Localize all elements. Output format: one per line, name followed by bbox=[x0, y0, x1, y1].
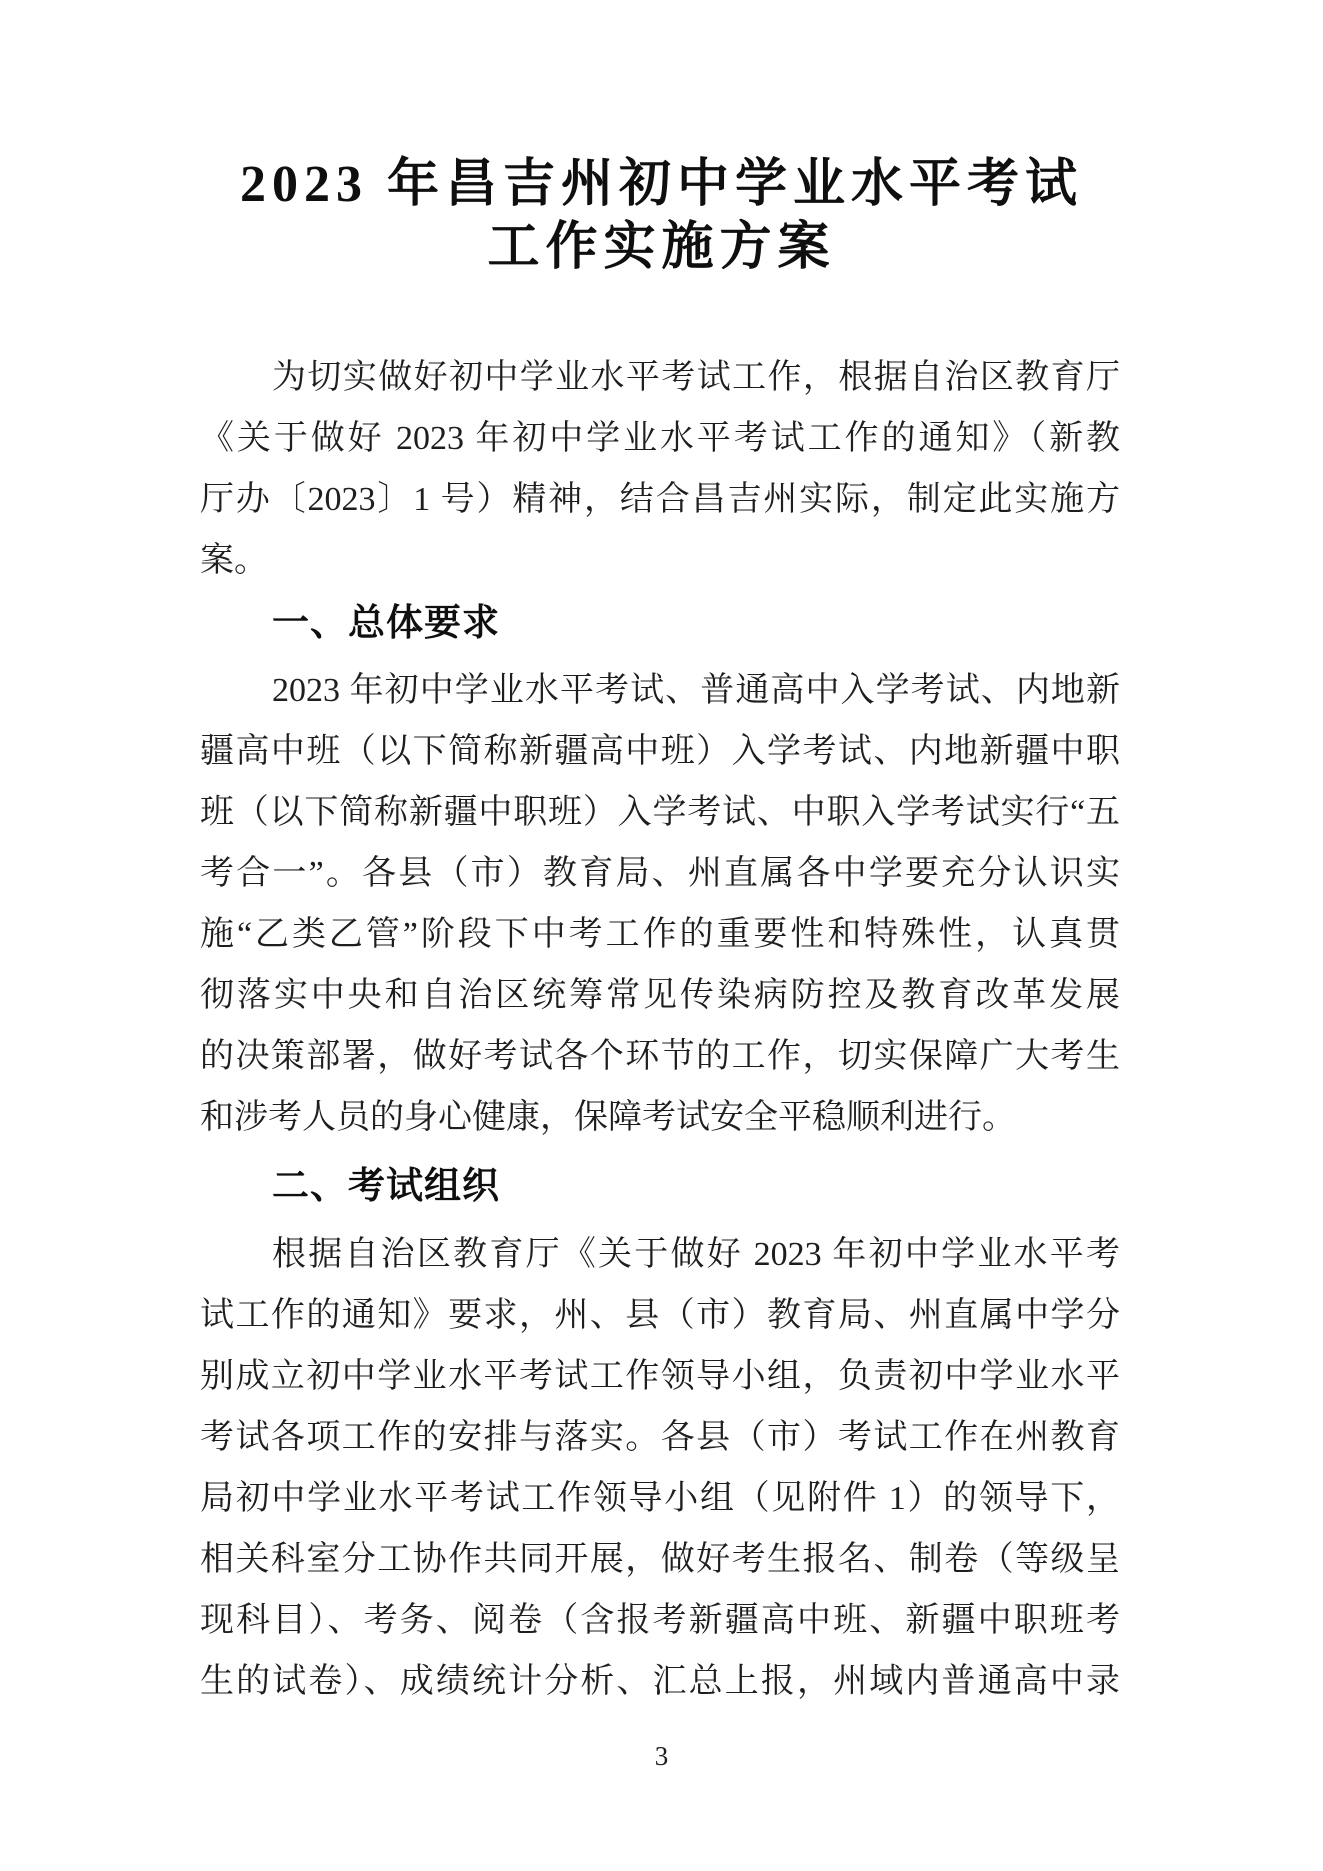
text-line: 和涉考人员的身心健康，保障考试安全平稳顺利进行。 bbox=[200, 1099, 1016, 1136]
paragraph-intro bbox=[200, 347, 1120, 591]
paragraph-exam-organization bbox=[200, 1224, 1120, 1712]
text-line: 厅办〔2023〕1 号）精神，结合昌吉州实际，制定此实施方 bbox=[200, 481, 1120, 518]
text-line: 2023 年初中学业水平考试、普通高中入学考试、内地新 bbox=[272, 672, 1120, 709]
text-line: 考试各项工作的安排与落实。各县（市）考试工作在州教育 bbox=[200, 1419, 1120, 1456]
text-line: 考合一”。各县（市）教育局、州直属各中学要充分认识实 bbox=[200, 855, 1120, 892]
text-line: 彻落实中央和自治区统筹常见传染病防控及教育改革发展 bbox=[200, 977, 1120, 1014]
text-line: 现科目）、考务、阅卷（含报考新疆高中班、新疆中职班考 bbox=[200, 1602, 1120, 1639]
text-line: 相关科室分工协作共同开展，做好考生报名、制卷（等级呈 bbox=[200, 1541, 1120, 1578]
text-line: 疆高中班（以下简称新疆高中班）入学考试、内地新疆中职 bbox=[200, 733, 1120, 770]
text-line: 局初中学业水平考试工作领导小组（见附件 1）的领导下， bbox=[200, 1480, 1120, 1517]
document-title bbox=[0, 153, 1323, 279]
section-heading-1: 一、总体要求 bbox=[272, 602, 500, 643]
document-title-line-1: 2023 年昌吉州初中学业水平考试 bbox=[239, 156, 1083, 213]
text-line: 施“乙类乙管”阶段下中考工作的重要性和特殊性，认真贯 bbox=[200, 916, 1120, 953]
section-heading-2: 二、考试组织 bbox=[272, 1165, 500, 1206]
text-line: 试工作的通知》要求，州、县（市）教育局、州直属中学分 bbox=[200, 1297, 1120, 1334]
text-line: 《关于做好 2023 年初中学业水平考试工作的通知》（新教 bbox=[200, 420, 1120, 457]
text-line: 班（以下简称新疆中职班）入学考试、中职入学考试实行“五 bbox=[200, 794, 1120, 831]
text-line: 的决策部署，做好考试各个环节的工作，切实保障广大考生 bbox=[200, 1038, 1120, 1075]
document-title-line-2: 工作实施方案 bbox=[487, 219, 836, 276]
text-line: 为切实做好初中学业水平考试工作，根据自治区教育厅 bbox=[272, 359, 1120, 396]
paragraph-overall-requirements bbox=[200, 660, 1120, 1148]
text-line: 别成立初中学业水平考试工作领导小组，负责初中学业水平 bbox=[200, 1358, 1120, 1395]
text-line: 生的试卷）、成绩统计分析、汇总上报，州域内普通高中录 bbox=[200, 1663, 1120, 1700]
text-line: 根据自治区教育厅《关于做好 2023 年初中学业水平考 bbox=[272, 1236, 1120, 1273]
page-number: 3 bbox=[654, 1741, 669, 1771]
text-line: 案。 bbox=[200, 542, 268, 579]
